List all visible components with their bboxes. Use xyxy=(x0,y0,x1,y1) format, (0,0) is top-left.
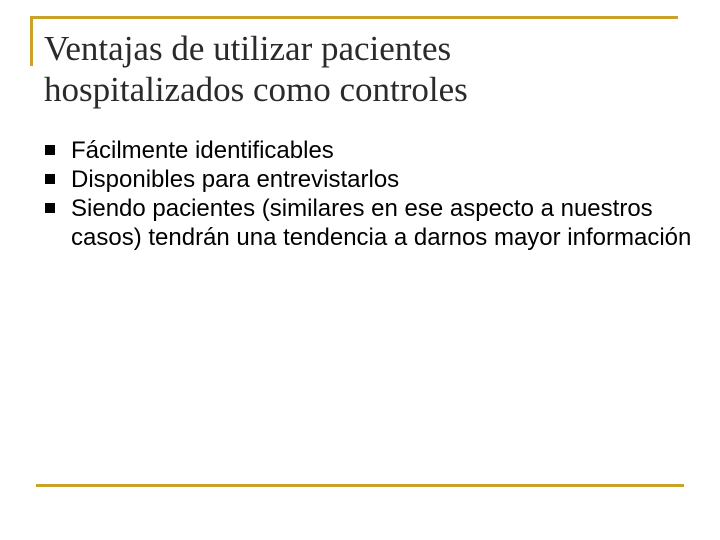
slide-title xyxy=(44,28,684,110)
bullet-list xyxy=(44,136,694,252)
square-bullet-icon xyxy=(45,145,55,155)
bullet-item xyxy=(44,194,694,252)
bullet-text: Fácilmente identificables xyxy=(71,137,334,164)
top-accent-rule xyxy=(30,16,678,19)
left-accent-rule xyxy=(30,16,33,66)
bullet-item xyxy=(44,136,694,165)
square-bullet-icon xyxy=(45,203,55,213)
bullet-text: Disponibles para entrevistarlos xyxy=(71,166,400,193)
bullet-item xyxy=(44,165,694,194)
title-line-1: Ventajas de utilizar pacientes xyxy=(44,29,452,68)
bullet-text: Siendo pacientes (similares en ese aspecto a nuestros casos) tendrán una tendencia a darnos mayor información xyxy=(71,195,692,251)
square-bullet-icon xyxy=(45,174,55,184)
bottom-accent-rule xyxy=(36,484,684,487)
title-line-2: hospitalizados como controles xyxy=(44,70,468,109)
